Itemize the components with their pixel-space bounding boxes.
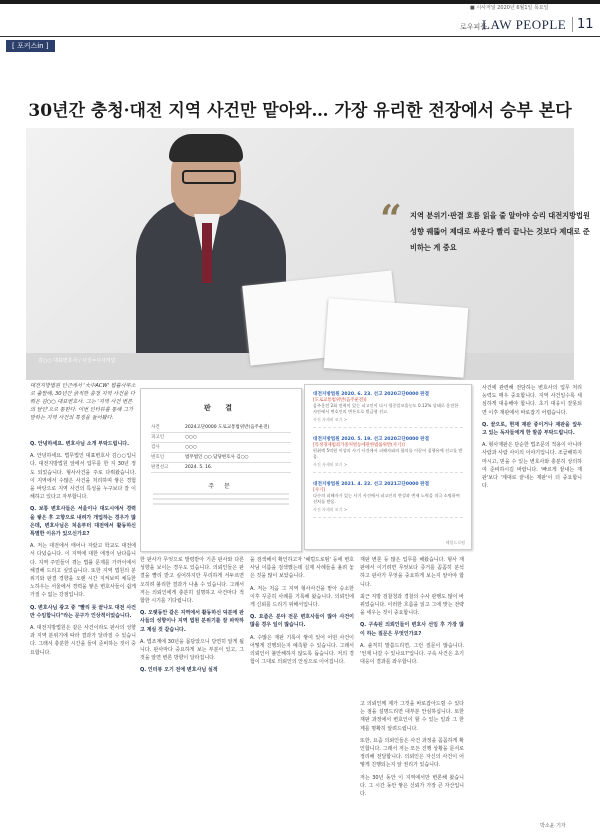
case-list-document — [304, 384, 472, 550]
verdict-row: 변호인 법무법인 ○○ 담당변호사 김○○ — [151, 453, 291, 463]
verdict-title: 판 결 — [204, 404, 238, 412]
article-column-4 — [360, 556, 464, 670]
answer-paragraph: 또한, 요즘 의뢰인들은 사건 과정을 꼼꼼하게 확인합니다. 그래서 저는 모든 진행 상황을 문서로 정리해 전달합니다. 의뢰인은 자신의 사건이 어떻게 진행되는지 알 권리가 있습니다. — [360, 737, 464, 769]
publication-line: ■ 시사저널 2020년 6월1일 목요일 — [470, 5, 549, 11]
answer-paragraph: 사건에 관련해 전담하는 변호사의 업무 처리 능력도 매우 중요합니다. 지역 사건일수록 세심하게 대응해야 합니다. 초기 대응이 잘못되면 이후 재판에서 바로잡기 어렵습니다. — [482, 385, 582, 416]
verdict-row: 사건 2024고단0000 도로교통법위반(음주운전) — [151, 423, 291, 433]
article-column-2 — [140, 556, 244, 679]
document-paper — [324, 298, 469, 378]
question-paragraph: Q. 변호사님 광고 중 "빨리 못 끝나도 대전 사건만 수임합니다"라는 문구가 인상적이었습니다. — [30, 604, 136, 619]
answer-paragraph: A. 저는 대전에서 태어나 자랐고 학교도 대전에서 다녔습니다. 이 지역에 대한 애정이 남다릅니다. 지역 주민들이 겪는 법률 문제를 가까이에서 해결해 드리고 싶었습니다. 또한 지역 법원의 분위기와 판결 경향을 오랜 시간 지켜보며 체득한 노하우는 서울에서 경력을 쌓은 변호사들이 쉽게 가질 수 없는 강점입니다. — [30, 543, 136, 599]
answer-paragraph: A. 수많은 재판 기록이 쌓여 있어 어떤 사건이 어떻게 진행되는지 예측할 수 있습니다. 그래서 의뢰인이 불안해하지 않도록 돕습니다. 저의 경험이 그대로 의뢰인의 안심으로 이어집니다. — [250, 634, 354, 666]
intro-paragraph: 대전지방법원 인근에서 '大中ACW' 법률사무소로 출발해, 30년간 굵직한 충청 지역 사건을 다뤄온 김○○ 대표변호사. 그는 '지역 사건 변론의 달인'으로 통한다. 이번 인터뷰를 통해 그가 말하는 지역 사건의 특징을 들어봤다. — [30, 383, 136, 421]
question-paragraph: Q. 끝으로, 현재 재판 중이거나 재판을 앞두고 있는 독자들에게 한 말씀 부탁드립니다. — [482, 421, 582, 437]
answer-paragraph: 한 판사가 무엇으로 발령받아 기존 판사와 다른 성향을 보이는 경우도 있습니다. 의뢰인들은 판결을 빨리 받고 싶어하지만 무리하게 서두르면 오히려 불리한 결과가 나올 수 있습니다. 그래서 저는 의뢰인에게 충분히 설명하고 사건마다 적합한 시기를 기다립니다. — [140, 557, 244, 605]
page-number: 11 — [572, 17, 594, 32]
article-column-6 — [482, 384, 582, 494]
answer-paragraph: 고 의뢰인께 제가 그것을 바로잡아드릴 수 있다는 점을 설명드리면 대부분 안심하십니다. 또한 재판 과정에서 변호인이 할 수 있는 일과 그 한계를 명확히 알려드립니다. — [360, 701, 464, 732]
question-paragraph: Q. 보통 변호사들은 서울이나 대도시에서 경력을 쌓은 후 고향으로 내려가 개업하는 경우가 많은데, 변호사님은 처음부터 대전에서 활동하신 특별한 이유가 있으신가요? — [30, 506, 136, 538]
section-label: 로우피플 — [460, 23, 488, 31]
question-paragraph: Q. 구속된 의뢰인들이 변호사 선임 후 가장 많이 하는 질문은 무엇인가요? — [360, 622, 464, 637]
glasses-icon — [182, 170, 236, 184]
answer-paragraph: A. 저는 처음 그 지역 형사사건을 맡아 승소한 이후 꾸준히 사례를 기록해 왔습니다. 의뢰인에게 신뢰를 드리기 위해서입니다. — [250, 585, 354, 609]
answer-paragraph: A. 안녕하세요. 법무법인 대표변호사 김○○입니다. 대전지방법원 앞에서 업무를 한 지 30년 정도 되었습니다. 형사사건을 주로 다뤄왔습니다. 이 지역에서 수많은 사건을 처리하며 쌓은 경험을 바탕으로 지역 사건의 특성을 누구보다 잘 이해하고 있다고 자부합니다. — [30, 453, 136, 501]
question-paragraph: Q. 인터뷰 오기 전에 변호사님 실적 — [140, 667, 218, 674]
answer-paragraph: A. 형사재판은 단순한 법조문의 적용이 아니라 사람과 사람 사이의 이야기입니다. 조급해하지 마시고, 믿을 수 있는 변호사와 충분히 상의하여 준비하시길 바랍니다. '빠르게 끝내는 재판'보다 '제대로 끝내는 재판'이 더 중요합니다. — [482, 442, 582, 490]
headline: 30년간 충청·대전 지역 사건만 맡아와… 가장 유리한 전장에서 승부 본다 — [28, 101, 572, 121]
question-paragraph: Q. 안녕하세요. 변호사님 소개 부탁드립니다. — [30, 441, 130, 447]
case-entry: 대전지방법원 2020. 5. 19. 선고 2020고단0000 판결 [특정경제범죄가중처벌등에관한법률위반(사기)] 편취액 5억원 이상의 사기 사건에서 피해자와의 합의를 이끌어 집행유예 선고를 받음. 사건 자세히 보기 > — [313, 436, 463, 473]
photo-caption: 김○○ 대표변호사 / 사진=시사저널 — [38, 358, 116, 364]
answer-paragraph: 을 검색해서 확인하고자 '헤럴드로펌' 등에 변호사님 이름을 검색했는데 실제 사례들을 올려 놓은 것을 많이 보았습니다. — [250, 557, 354, 580]
question-paragraph: Q. 요즘은 분야 전문 변호사들이 많아 사건이 많을 경우 일이 많습니다. — [250, 614, 354, 629]
answer-paragraph: A. 대전지방법원은 같은 사건이라도 판사의 성향과 지역 분위기에 따라 결과가 달라질 수 있습니다. 그래서 충분한 시간을 들여 준비하는 것이 중요합니다. — [30, 625, 136, 656]
byline: 박소윤 기자 — [540, 823, 566, 829]
verdict-document — [140, 388, 302, 552]
doc-source: 헤럴드로펌 — [445, 540, 465, 545]
answer-paragraph: 최근 지방 검찰청과 경찰의 수사 관행도 많이 바뀌었습니다. 이러한 흐름을 읽고 그에 맞는 전략을 세우는 것이 중요합니다. — [360, 593, 464, 617]
necktie — [202, 223, 212, 283]
section-tag: [ 포커스in ] — [6, 40, 55, 52]
article-column-3 — [250, 556, 354, 670]
answer-paragraph: A. 솔직히 말씀드리면, 그런 질문이 많습니다. '언제 나갈 수 있나요?'입니다. 구속 사건은 초기 대응이 결과를 좌우합니다. — [360, 642, 464, 666]
case-entry: 대전지방법원 2021. 4. 22. 선고 2021고단0000 판결 [사기] 다수의 피해자가 있는 사기 사건에서 피고인의 반성과 변제 노력을 적극 소명하여 선처를 받음. 사건 자세히 보기 > — [313, 481, 463, 518]
verdict-row: 검사 ○○○ — [151, 443, 291, 453]
verdict-table — [141, 423, 301, 473]
answer-paragraph: A. 법조계에 30년을 몸담았으니 당연히 알게 됩니다. 판사마다 중요하게 보는 부분이 있고, 그것을 알면 변론 방향이 달라집니다. — [140, 638, 244, 662]
pull-quote: 지역 분위기·판결 흐름 읽을 줄 알아야 승리 대전지방법원 성향 꿰뚫어 제대로 싸운다 빨리 끝나는 것보다 제대로 준비하는 게 중요 — [410, 211, 590, 252]
order-title: 주 문 — [208, 483, 234, 490]
verdict-row: 피고인 ○○○ — [151, 433, 291, 443]
answer-paragraph: 저는 30년 동안 이 지역에서만 변론해 왔습니다. 그 시간 동안 쌓은 신뢰가 가장 큰 자산입니다. — [360, 774, 464, 798]
question-paragraph: Q. 오랫동안 같은 지역에서 활동하신 덕분에 판사들의 성향이나 지역 법원 분위기를 잘 파악하고 계실 것 같습니다. — [140, 610, 244, 633]
case-entry: 대전지방법원 2020. 6. 23. 선고 2020고단0000 판결 [도로교통법위반(음주운전)] 음주운전 2회 전력이 있는 피고인이 다시 혈중알코올농도 0.12% 상태로 운전한 사안에서 변호인의 변론으로 벌금형 선고. 사건 자세히 보기 > — [313, 391, 463, 428]
answer-paragraph: 재판 변론 등 많은 업무를 해왔습니다. 형사 재판에서 이기려면 무엇보다 증거를 꼼꼼히 분석하고 판사가 무엇을 중요하게 보는지 알아야 합니다. — [360, 557, 464, 588]
section-title: LAW PEOPLE — [482, 17, 567, 32]
article-column-5 — [360, 700, 464, 802]
header-rule — [0, 36, 600, 37]
article-column-1 — [30, 440, 136, 661]
person-hair — [169, 134, 243, 162]
quote-mark-icon: “ — [380, 196, 402, 241]
verdict-row: 판결선고 2024. 5. 16. — [151, 463, 291, 473]
